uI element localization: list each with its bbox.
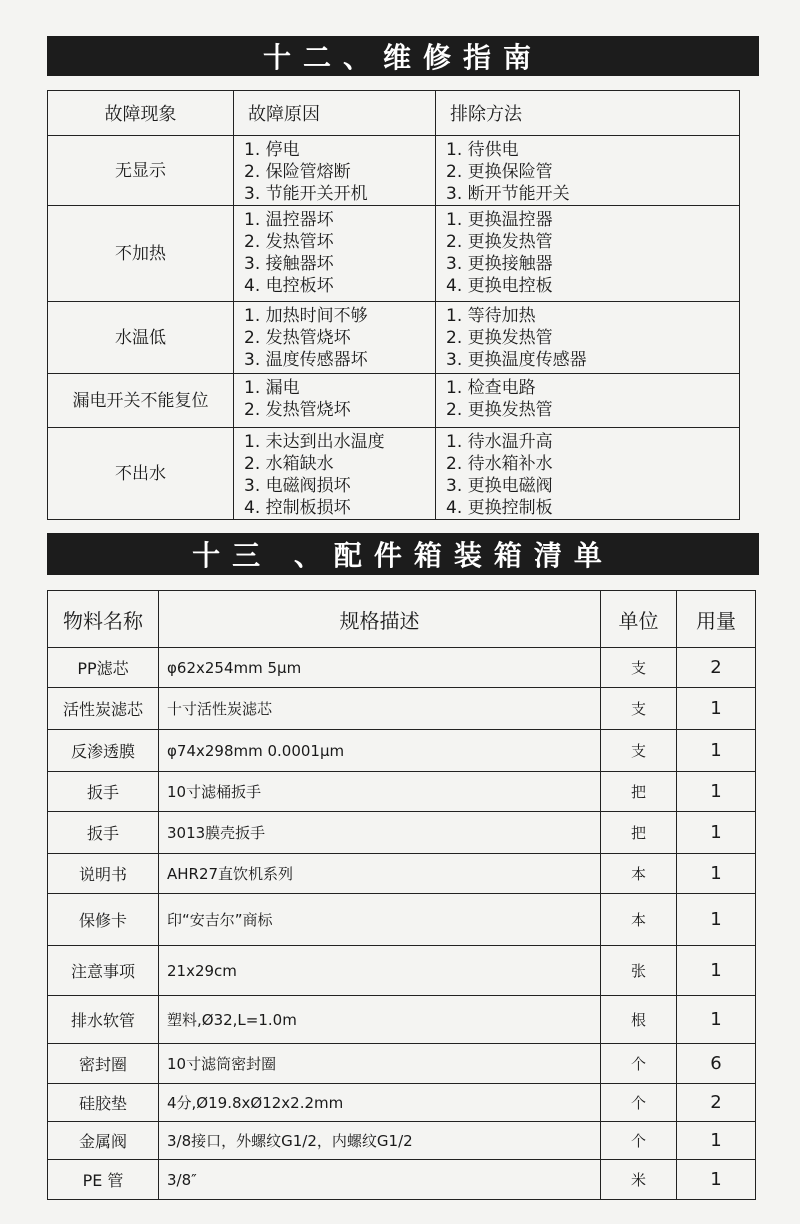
solution-item: 1. 更换温控器 <box>446 210 553 230</box>
header-symptom: 故障现象 <box>48 91 234 136</box>
header-unit: 单位 <box>601 591 677 648</box>
packing-list-row <box>48 772 756 812</box>
packing-list-table <box>47 590 756 1200</box>
quantity: 1 <box>677 894 756 946</box>
cause-item: 1. 停电 <box>244 140 300 160</box>
unit: 个 <box>601 1122 677 1160</box>
quantity: 1 <box>677 812 756 854</box>
cause-item: 4. 控制板损坏 <box>244 498 351 518</box>
quantity: 1 <box>677 772 756 812</box>
material-name: 排水软管 <box>48 996 159 1044</box>
material-name: 密封圈 <box>48 1044 159 1084</box>
fault-causes <box>234 206 436 302</box>
fault-causes <box>234 136 436 206</box>
spec-description: 10寸滤桶扳手 <box>159 772 601 812</box>
packing-list-row <box>48 1084 756 1122</box>
quantity: 1 <box>677 996 756 1044</box>
unit: 根 <box>601 996 677 1044</box>
solution-item: 4. 更换控制板 <box>446 498 553 518</box>
fault-symptom: 漏电开关不能复位 <box>48 374 234 428</box>
material-name: PE 管 <box>48 1160 159 1200</box>
fault-solutions <box>436 374 740 428</box>
material-name: 硅胶垫 <box>48 1084 159 1122</box>
fault-solutions <box>436 136 740 206</box>
fault-symptom: 不出水 <box>48 428 234 520</box>
solution-item: 3. 更换接触器 <box>446 254 553 274</box>
fault-causes <box>234 374 436 428</box>
packing-list-row <box>48 1122 756 1160</box>
spec-description: 塑料,Ø32,L=1.0m <box>159 996 601 1044</box>
section-12-title: 十二、维修指南 <box>47 36 759 76</box>
fault-solutions <box>436 428 740 520</box>
packing-list-row <box>48 1044 756 1084</box>
material-name: 保修卡 <box>48 894 159 946</box>
solution-item: 2. 更换发热管 <box>446 232 553 252</box>
header-spec: 规格描述 <box>159 591 601 648</box>
cause-item: 1. 温控器坏 <box>244 210 334 230</box>
quantity: 2 <box>677 1084 756 1122</box>
material-name: 说明书 <box>48 854 159 894</box>
material-name: 扳手 <box>48 812 159 854</box>
spec-description: 十寸活性炭滤芯 <box>159 688 601 730</box>
repair-guide-row <box>48 428 740 520</box>
header-cause: 故障原因 <box>234 91 436 136</box>
fault-solutions <box>436 206 740 302</box>
fault-symptom: 不加热 <box>48 206 234 302</box>
fault-causes <box>234 428 436 520</box>
header-qty: 用量 <box>677 591 756 648</box>
solution-item: 1. 检查电路 <box>446 378 536 398</box>
material-name: 活性炭滤芯 <box>48 688 159 730</box>
cause-item: 2. 保险管熔断 <box>244 162 351 182</box>
solution-item: 1. 待水温升高 <box>446 432 553 452</box>
quantity: 6 <box>677 1044 756 1084</box>
packing-list-row <box>48 648 756 688</box>
unit: 米 <box>601 1160 677 1200</box>
packing-list-header-row <box>48 591 756 648</box>
spec-description: φ74x298mm 0.0001μm <box>159 730 601 772</box>
fault-symptom: 无显示 <box>48 136 234 206</box>
cause-item: 3. 电磁阀损坏 <box>244 476 351 496</box>
quantity: 1 <box>677 688 756 730</box>
spec-description: 10寸滤筒密封圈 <box>159 1044 601 1084</box>
fault-causes <box>234 302 436 374</box>
cause-item: 1. 漏电 <box>244 378 300 398</box>
unit: 张 <box>601 946 677 996</box>
spec-description: 3/8″ <box>159 1160 601 1200</box>
material-name: 扳手 <box>48 772 159 812</box>
cause-item: 2. 水箱缺水 <box>244 454 334 474</box>
cause-item: 2. 发热管坏 <box>244 232 334 252</box>
spec-description: AHR27直饮机系列 <box>159 854 601 894</box>
solution-item: 2. 更换发热管 <box>446 328 553 348</box>
fault-solutions <box>436 302 740 374</box>
repair-guide-row <box>48 206 740 302</box>
solution-item: 3. 断开节能开关 <box>446 184 570 204</box>
material-name: 反渗透膜 <box>48 730 159 772</box>
solution-item: 1. 待供电 <box>446 140 519 160</box>
unit: 支 <box>601 648 677 688</box>
unit: 个 <box>601 1044 677 1084</box>
material-name: 金属阀 <box>48 1122 159 1160</box>
solution-item: 2. 更换发热管 <box>446 400 553 420</box>
spec-description: 21x29cm <box>159 946 601 996</box>
spec-description: 4分,Ø19.8xØ12x2.2mm <box>159 1084 601 1122</box>
unit: 本 <box>601 894 677 946</box>
unit: 把 <box>601 812 677 854</box>
repair-guide-header-row <box>48 91 740 136</box>
cause-item: 3. 节能开关开机 <box>244 184 368 204</box>
spec-description: φ62x254mm 5μm <box>159 648 601 688</box>
quantity: 1 <box>677 1122 756 1160</box>
cause-item: 3. 温度传感器坏 <box>244 350 368 370</box>
fault-symptom: 水温低 <box>48 302 234 374</box>
packing-list-row <box>48 894 756 946</box>
quantity: 1 <box>677 1160 756 1200</box>
spec-description: 3013膜壳扳手 <box>159 812 601 854</box>
solution-item: 3. 更换温度传感器 <box>446 350 587 370</box>
quantity: 2 <box>677 648 756 688</box>
packing-list-row <box>48 996 756 1044</box>
solution-item: 4. 更换电控板 <box>446 276 553 296</box>
cause-item: 2. 发热管烧坏 <box>244 400 351 420</box>
solution-item: 3. 更换电磁阀 <box>446 476 553 496</box>
material-name: 注意事项 <box>48 946 159 996</box>
cause-item: 4. 电控板坏 <box>244 276 334 296</box>
unit: 支 <box>601 730 677 772</box>
spec-description: 3/8接口，外螺纹G1/2，内螺纹G1/2 <box>159 1122 601 1160</box>
material-name: PP滤芯 <box>48 648 159 688</box>
packing-list-row <box>48 946 756 996</box>
solution-item: 2. 待水箱补水 <box>446 454 553 474</box>
quantity: 1 <box>677 854 756 894</box>
section-13-title: 十三 、配件箱装箱清单 <box>47 533 759 575</box>
solution-item: 1. 等待加热 <box>446 306 536 326</box>
unit: 把 <box>601 772 677 812</box>
repair-guide-row <box>48 374 740 428</box>
quantity: 1 <box>677 730 756 772</box>
packing-list-row <box>48 688 756 730</box>
packing-list-row <box>48 730 756 772</box>
packing-list-row <box>48 1160 756 1200</box>
repair-guide-row <box>48 302 740 374</box>
cause-item: 3. 接触器坏 <box>244 254 334 274</box>
quantity: 1 <box>677 946 756 996</box>
repair-guide-row <box>48 136 740 206</box>
solution-item: 2. 更换保险管 <box>446 162 553 182</box>
header-solution: 排除方法 <box>436 91 740 136</box>
packing-list-row <box>48 854 756 894</box>
packing-list-row <box>48 812 756 854</box>
cause-item: 1. 未达到出水温度 <box>244 432 385 452</box>
unit: 支 <box>601 688 677 730</box>
cause-item: 2. 发热管烧坏 <box>244 328 351 348</box>
spec-description: 印“安吉尔”商标 <box>159 894 601 946</box>
repair-guide-table <box>47 90 740 520</box>
cause-item: 1. 加热时间不够 <box>244 306 368 326</box>
header-material-name: 物料名称 <box>48 591 159 648</box>
unit: 个 <box>601 1084 677 1122</box>
unit: 本 <box>601 854 677 894</box>
